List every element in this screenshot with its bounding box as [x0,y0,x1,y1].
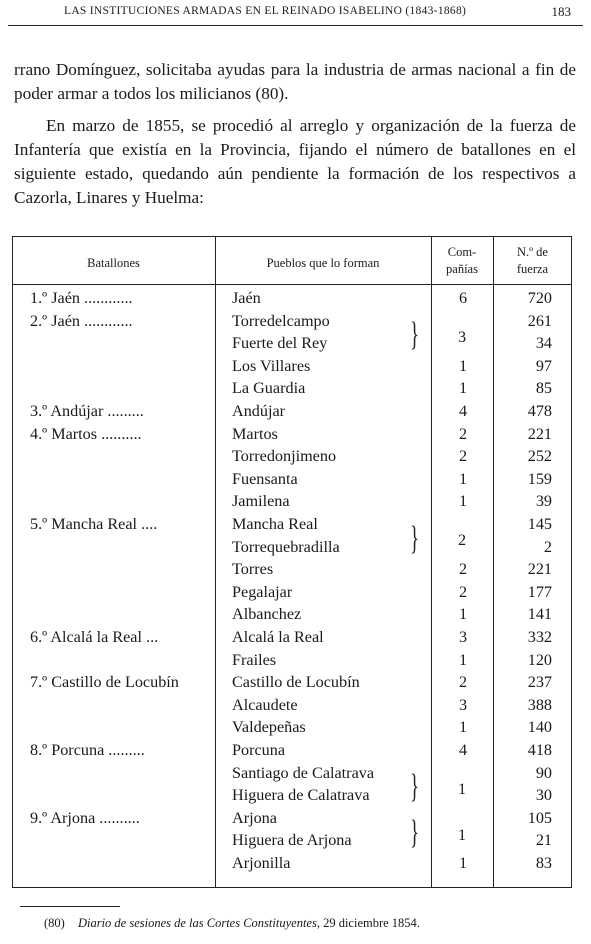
companias-cell: 2 [458,447,468,466]
fuerza-cell: 21 [535,831,552,850]
pueblo-cell: Torredelcampo [232,311,330,330]
table-row [12,492,572,515]
pueblo-cell: Arjonilla [232,854,291,872]
companias-cell: 2 [458,673,468,692]
batallon-cell: 7.º Castillo de Locubín [30,673,179,692]
batallon-cell: 2.º Jaén ............ [30,311,133,330]
companias-cell: 1 [458,605,468,624]
fuerza-cell: 221 [527,424,552,443]
header-companias-line1: Com- [447,245,477,259]
companias-cell: 1 [458,718,468,737]
companias-cell: 2 [458,424,468,443]
footnote-rule [20,906,120,907]
fuerza-cell: 237 [527,673,552,692]
brace-2-jaen: } [410,316,419,353]
companias-cell: 1 [458,492,468,511]
table-row [12,402,572,425]
table-row [12,357,572,380]
fuerza-cell: 2 [543,537,552,556]
fuerza-cell: 261 [527,311,552,330]
pueblo-cell: Jaén [232,289,261,307]
batallon-cell: 3.º Andújar ......... [30,402,144,420]
fuerza-cell: 141 [527,605,552,624]
pueblo-cell: Fuerte del Rey [232,334,328,353]
pueblo-cell: Torrequebradilla [232,537,340,556]
pueblo-cell: Los Villares [232,356,311,375]
footnote-title: Diario de sesiones de las Cortes Constituyentes, [77,916,320,930]
companias-cell: 1 [458,854,468,872]
running-head: LAS INSTITUCIONES ARMADAS EN EL REINADO ISABELINO (1843-1868) [64,5,467,17]
fuerza-cell: 332 [527,628,552,646]
table-row [12,470,572,493]
fuerza-cell: 83 [535,854,552,872]
fuerza-cell: 418 [527,741,552,759]
fuerza-cell: 720 [527,289,552,307]
footnote [44,916,420,931]
pueblo-cell: Alcaudete [232,695,298,714]
companias-cell: 4 [458,402,468,420]
pueblo-cell: Pegalajar [232,582,293,601]
companias-cell: 2 [458,560,468,579]
batallon-cell: 5.º Mancha Real .... [30,515,158,533]
batallon-cell: 1.º Jaén ............ [30,289,133,307]
batallon-cell: 4.º Martos .......... [30,424,142,443]
fuerza-cell: 177 [527,582,552,601]
pueblo-cell: La Guardia [232,379,306,398]
merged-companias-2-jaen: 3 [457,328,467,346]
pueblo-cell: Torredonjimeno [232,447,337,466]
table-row [12,583,572,606]
table-row [12,447,572,470]
fuerza-cell: 478 [527,402,552,420]
companias-cell: 3 [458,628,468,646]
pueblo-cell: Santiago de Calatrava [232,763,375,782]
fuerza-cell: 159 [527,469,552,488]
table-row [12,673,572,696]
header-divider [12,284,572,285]
companias-cell: 6 [458,289,468,307]
pueblo-cell: Albanchez [232,605,302,624]
batallon-cell: 9.º Arjona .......... [30,808,140,827]
companias-cell: 1 [458,356,468,375]
footnote-number: (80) [44,916,65,930]
companias-cell: 1 [458,379,468,398]
table-row [12,696,572,719]
fuerza-cell: 34 [535,334,552,353]
companias-cell: 1 [458,650,468,669]
table-row [12,651,572,674]
brace-9-arjona: } [410,814,419,851]
fuerza-cell: 252 [527,447,552,466]
pueblo-cell: Higuera de Arjona [232,831,352,850]
table-row [12,628,572,651]
pueblo-cell: Porcuna [232,741,286,759]
pueblo-cell: Andújar [232,402,286,420]
companias-cell: 3 [458,695,468,714]
merged-companias-5-mancha-real: 2 [457,531,467,549]
fuerza-cell: 85 [535,379,552,398]
pueblo-cell: Martos [232,424,278,443]
fuerza-cell: 90 [535,763,552,782]
pueblo-cell: Torres [232,560,274,579]
table-row [12,289,572,312]
header-batallones: Batallones [87,256,140,270]
brace-5-mancha-real: } [410,520,419,557]
paragraph-2: En marzo de 1855, se procedió al arreglo y organización de la fuerza de Infantería que existía en la Provincia, fijando el número de batallones en el siguiente estado, quedando aún pendiente la formación de los respectivos a Cazorla, Linares y Huelma: [14,116,576,207]
fuerza-cell: 388 [527,695,552,714]
fuerza-cell: 145 [527,515,552,533]
batallon-cell: 6.º Alcalá la Real ... [30,628,159,646]
batallon-cell: 8.º Porcuna ......... [30,741,145,759]
page-number: 183 [551,4,571,19]
pueblo-cell: Valdepeñas [232,718,306,737]
merged-companias-9-arjona: 1 [457,826,467,844]
pueblo-cell: Jamilena [232,492,290,511]
header-fuerza-line2: fuerza [516,262,549,276]
header-fuerza-line1: N.º de [517,245,548,259]
fuerza-cell: 97 [535,356,552,375]
table-row [12,854,572,877]
merged-companias-8-porcuna: 1 [457,780,467,798]
table-row [12,560,572,583]
companias-cell: 2 [458,582,468,601]
pueblo-cell: Alcalá la Real [232,628,324,646]
header-pueblos: Pueblos que lo forman [266,256,380,270]
fuerza-cell: 140 [527,718,552,737]
table-row [12,379,572,402]
fuerza-cell: 120 [527,650,552,669]
pueblo-cell: Higuera de Calatrava [232,786,370,805]
pueblo-cell: Mancha Real [232,515,318,533]
table-row [12,718,572,741]
fuerza-cell: 105 [527,808,552,827]
table-row [12,741,572,764]
companias-cell: 4 [458,741,468,759]
fuerza-cell: 39 [535,492,552,511]
header-companias-line2: pañías [446,262,478,276]
paragraph-1: rrano Domínguez, solicitaba ayudas para la industria de armas nacional a fin de poder armar a todos los milicianos (80). [14,60,576,103]
table-row [12,605,572,628]
pueblo-cell: Castillo de Locubín [232,673,360,692]
fuerza-cell: 30 [535,786,552,805]
footnote-date: 29 diciembre 1854. [323,916,420,930]
pueblo-cell: Fuensanta [232,469,298,488]
brace-8-porcuna: } [410,768,419,805]
fuerza-cell: 221 [527,560,552,579]
pueblo-cell: Frailes [232,650,277,669]
companias-cell: 1 [458,469,468,488]
table-row [12,425,572,448]
pueblo-cell: Arjona [232,808,277,827]
